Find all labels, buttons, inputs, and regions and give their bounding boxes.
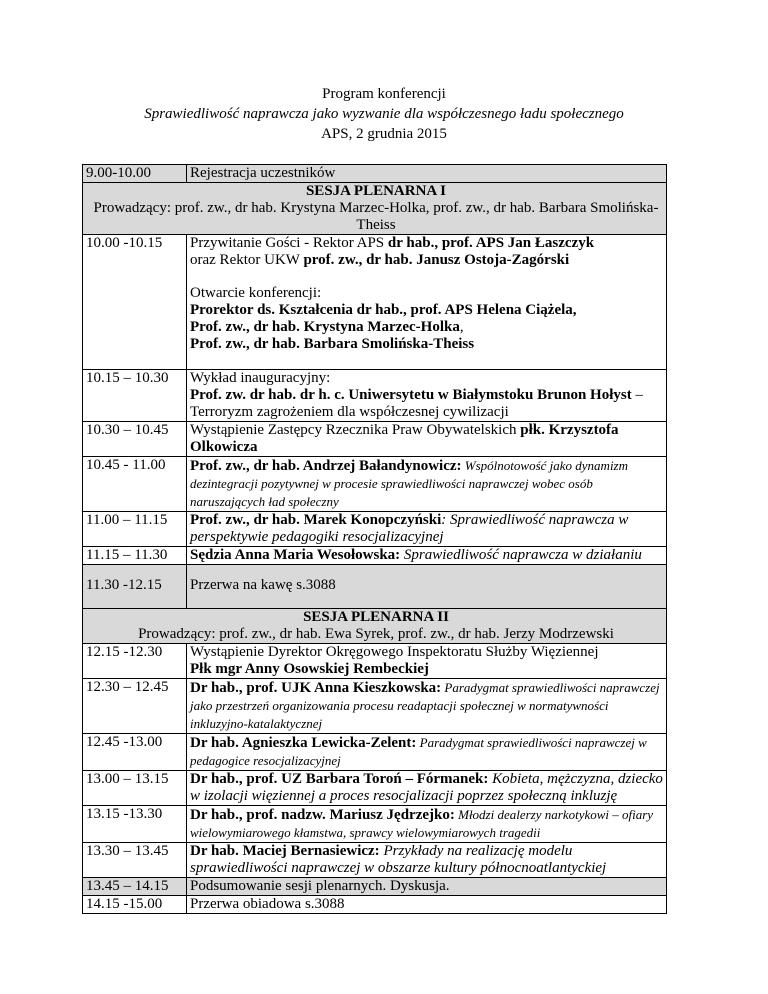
time-cell: 10.00 -10.15: [83, 235, 187, 370]
talk-title: Paradygmat sprawiedliwości naprawczej jako przestrzeń organizowania procesu readaptacji społecznej w normatywności inkluzyjno-katalaktycznej: [190, 680, 660, 731]
schedule-table-session-1: [82, 164, 667, 632]
text-span: Przywitanie Gości - Rektor APS: [190, 235, 388, 251]
table-row: [83, 370, 667, 422]
lecture-label: Wykład inauguracyjny:: [190, 370, 331, 386]
item-cell: [187, 370, 667, 422]
talk-title: : Sprawiedliwość naprawcza w perspektywie pedagogiki resocjalizacyjnej: [190, 512, 629, 545]
time-cell: 11.15 – 11.30: [83, 547, 187, 565]
item-cell: [187, 547, 667, 565]
welcome-line-2: [190, 252, 666, 269]
speaker-name: Płk mgr Anny Osowskiej Rembeckiej: [190, 661, 429, 677]
schedule-table-session-2: [82, 608, 667, 914]
table-row: [83, 679, 667, 734]
session-chairs: Prowadzący: prof. zw., dr hab. Ewa Syrek, prof. zw., dr hab. Jerzy Modrzewski: [138, 626, 614, 642]
time-cell: 12.15 -12.30: [83, 644, 187, 679]
speaker-name: prof. zw., dr hab. Janusz Ostoja-Zagórski: [303, 252, 570, 268]
speaker-name: dr hab., prof. APS Jan Łaszczyk: [387, 235, 595, 251]
time-cell: 9.00-10.00: [83, 165, 187, 183]
speaker-name: Prof. zw., dr hab. Marek Konopczyński: [190, 512, 442, 528]
item-cell: Przerwa na kawę s.3088: [187, 565, 667, 632]
speaker-name: Dr hab., prof. nadzw. Mariusz Jędrzejko:: [190, 807, 455, 823]
table-row: [83, 843, 667, 878]
item-cell: [187, 644, 667, 679]
time-cell: 13.45 – 14.15: [83, 878, 187, 896]
item-cell: [187, 806, 667, 843]
spacer: [190, 269, 666, 285]
conference-title: Sprawiedliwość naprawcza jako wyzwanie dla współczesnego ładu społecznego: [144, 106, 624, 122]
session-header: [83, 609, 667, 644]
item-cell: Podsumowanie sesji plenarnych. Dyskusja.: [187, 878, 667, 896]
item-cell: Rejestracja uczestników: [187, 165, 667, 183]
item-cell: Przerwa obiadowa s.3088: [187, 896, 667, 914]
table-row: [83, 512, 667, 547]
time-cell: 11.30 -12.15: [83, 565, 187, 632]
spacer: [190, 353, 666, 369]
item-cell: [187, 457, 667, 512]
text-line: Wystąpienie Dyrektor Okręgowego Inspektoratu Służby Więziennej: [190, 644, 599, 660]
item-cell: [187, 679, 667, 734]
session-chairs: Prowadzący: prof. zw., dr hab. Krystyna Marzec-Holka, prof. zw., dr hab. Barbara Smolińska-Theiss: [93, 200, 659, 233]
table-row: [83, 235, 667, 370]
time-cell: 13.30 – 13.45: [83, 843, 187, 878]
session-header: [83, 183, 667, 235]
speaker-name: Prof. zw., dr hab. Krystyna Marzec-Holka: [190, 319, 460, 335]
speaker-name: Prof. zw. dr hab. dr h. c. Uniwersytetu w Białymstoku Brunon Hołyst: [190, 387, 632, 403]
time-cell: 11.00 – 11.15: [83, 512, 187, 547]
program-title: Program konferencji: [322, 86, 446, 102]
text-span: ,: [459, 319, 464, 335]
item-cell: [187, 422, 667, 457]
item-cell: [187, 771, 667, 806]
time-cell: 14.15 -15.00: [83, 896, 187, 914]
table-row: [83, 644, 667, 679]
item-cell: [187, 512, 667, 547]
talk-title: Sprawiedliwość naprawcza w działaniu: [400, 547, 642, 563]
document-header: [0, 84, 768, 144]
table-row: [83, 896, 667, 914]
speaker-name: Dr hab. Maciej Bernasiewicz:: [190, 843, 380, 859]
table-row: [83, 547, 667, 565]
time-cell: 13.15 -13.30: [83, 806, 187, 843]
opening-label: Otwarcie konferencji:: [190, 285, 322, 301]
speaker-name: Dr hab. Agnieszka Lewicka-Zelent:: [190, 735, 417, 751]
table-row: [83, 806, 667, 843]
talk-title: Przykłady na realizację modelu sprawiedliwości naprawczej w obszarze kultury północnoatlantyckiej: [190, 843, 607, 876]
speaker-name: Prorektor ds. Kształcenia dr hab., prof. APS Helena Ciążela,: [190, 302, 577, 318]
time-cell: 10.15 – 10.30: [83, 370, 187, 422]
session-header-row: [83, 609, 667, 644]
item-cell: [187, 843, 667, 878]
item-cell: [187, 734, 667, 771]
conference-date: APS, 2 grudnia 2015: [321, 126, 447, 142]
time-cell: 10.45 - 11.00: [83, 457, 187, 512]
talk-title: Kobieta, mężczyzna, dziecko w izolacji więziennej a proces resocjalizacji poprzez społeczną inkluzję: [190, 771, 663, 804]
time-cell: 13.00 – 13.15: [83, 771, 187, 806]
time-cell: 10.30 – 10.45: [83, 422, 187, 457]
session-title: SESJA PLENARNA I: [305, 183, 447, 199]
speaker-name: Dr hab., prof. UJK Anna Kieszkowska:: [190, 680, 442, 696]
session-header-row: [83, 183, 667, 235]
item-cell: [187, 235, 667, 370]
talk-title: Młodzi dealerzy narkotykowi – ofiary wielowymiarowego kłamstwa, sprawcy wielowymiarowych tragedii: [190, 807, 654, 840]
text-span: oraz Rektor UKW: [190, 252, 304, 268]
table-row: [83, 771, 667, 806]
table-row: [83, 734, 667, 771]
session-title: SESJA PLENARNA II: [303, 609, 449, 625]
talk-title: – Terroryzm zagrożeniem dla współczesnej cywilizacji: [190, 387, 643, 420]
text-span: Wystąpienie Zastępcy Rzecznika Praw Obywatelskich: [190, 422, 521, 438]
welcome-line-1: [190, 235, 666, 252]
speaker-name: Dr hab., prof. UZ Barbara Toroń – Fórmanek:: [190, 771, 489, 787]
table-row: [83, 165, 667, 183]
table-row: [83, 422, 667, 457]
time-cell: 12.30 – 12.45: [83, 679, 187, 734]
table-row: [83, 878, 667, 896]
speaker-name: Prof. zw., dr hab. Barbara Smolińska-Theiss: [190, 336, 475, 352]
speaker-name: Sędzia Anna Maria Wesołowska:: [190, 547, 401, 563]
talk-title: Wspólnotowość jako dynamizm dezintegracji pozytywnej w procesie sprawiedliwości naprawczej wobec osób naruszających ład społeczny: [190, 458, 629, 509]
speaker-name: płk. Krzysztofa Olkowicza: [190, 422, 619, 455]
time-cell: 12.45 -13.00: [83, 734, 187, 771]
table-row: [83, 457, 667, 512]
talk-title: Paradygmat sprawiedliwości naprawczej w pedagogice resocjalizacyjnej: [190, 735, 647, 768]
opening-line: [190, 319, 666, 336]
speaker-name: Prof. zw., dr hab. Andrzej Bałandynowicz:: [190, 458, 462, 474]
lecture-details: [190, 387, 666, 421]
